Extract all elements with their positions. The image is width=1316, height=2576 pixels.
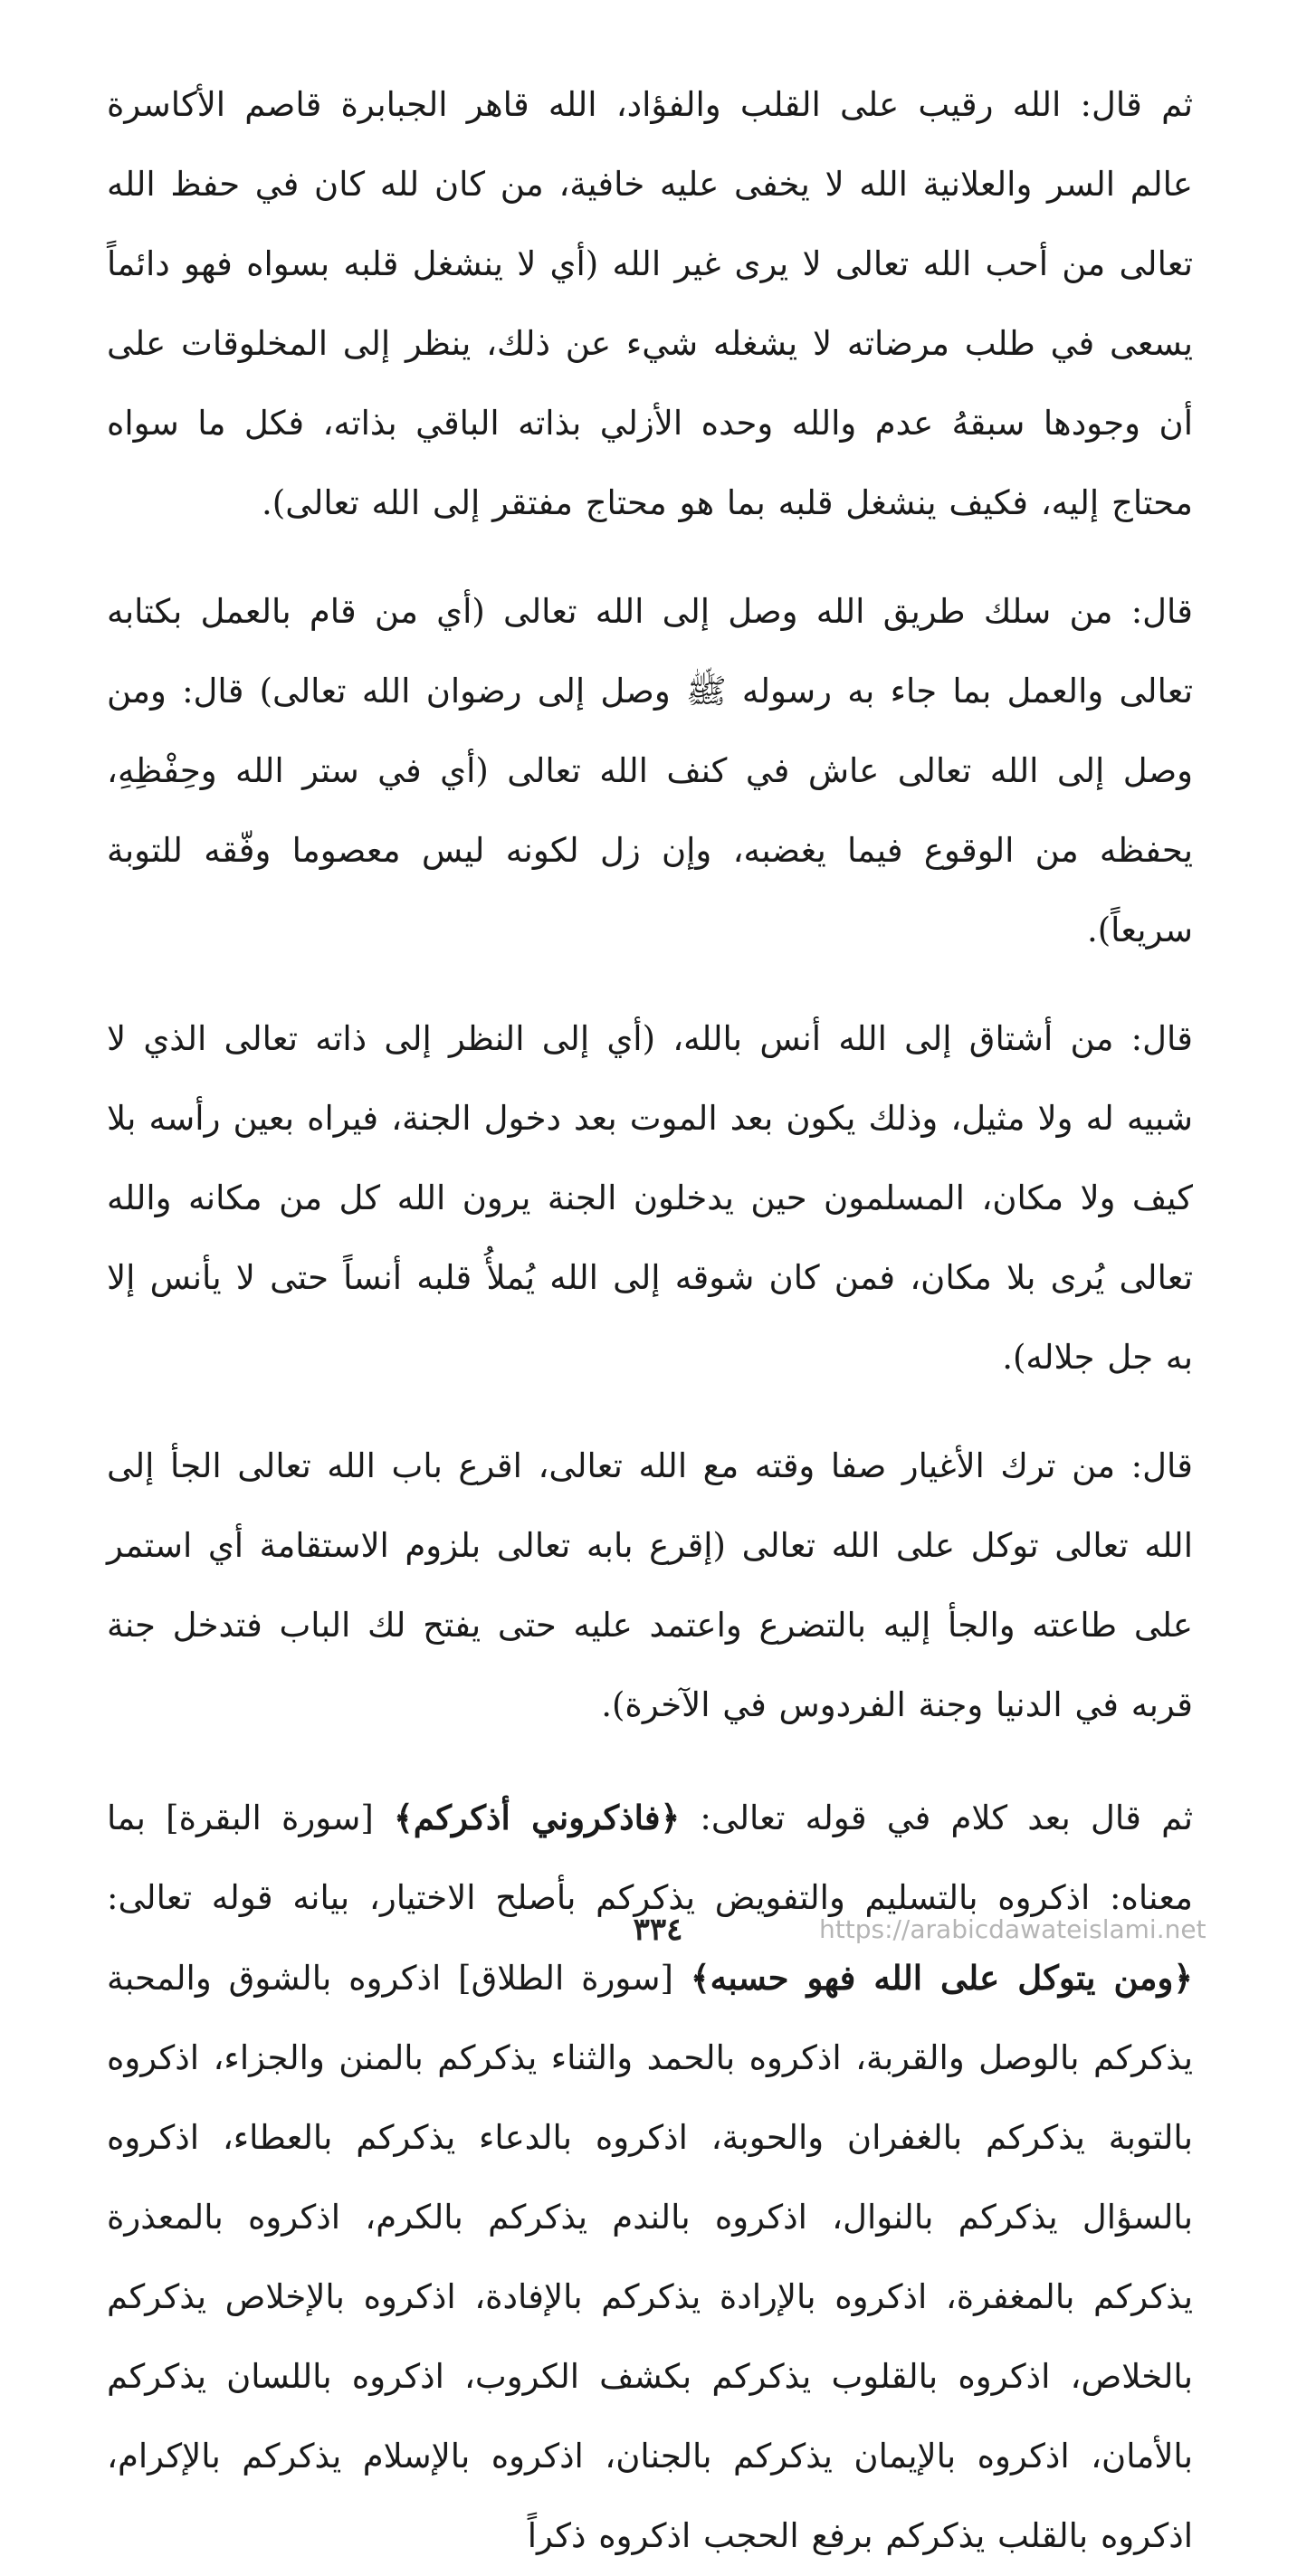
page-body — [107, 65, 1193, 2576]
paragraph-2: قال: من سلك طريق الله وصل إلى الله تعالى (أي من قام بالعمل بكتابه تعالى والعمل بما جاء به رسوله ﷺ وصل إلى رضوان الله تعالى) قال: ومن وصل إلى الله تعالى عاش في كنف الله تعالى (أي في ستر الله وحِفْظِهِ، يحفظه من الوقوع فيما يغضبه، وإن زل لكونه ليس معصوما وفّقه للتوبة سريعاً). — [107, 592, 1193, 949]
paragraph-1: ثم قال: الله رقيب على القلب والفؤاد، الله قاهر الجبابرة قاصم الأكاسرة عالم السر والعلانية الله لا يخفى عليه خافية، من كان لله كان في حفظ الله تعالى من أحب الله تعالى لا يرى غير الله (أي لا ينشغل قلبه بسواه فهو دائماً يسعى في طلب مرضاته لا يشغله شيء عن ذلك، ينظر إلى المخلوقات على أن وجودها سبقهُ عدم والله وحده الأزلي بذاته الباقي بذاته، فكل ما سواه محتاج إليه، فكيف ينشغل قلبه بما هو محتاج مفتقر إلى الله تعالى). — [107, 85, 1193, 522]
paragraph-5-intro: ثم قال بعد كلام في قوله تعالى: — [680, 1798, 1193, 1837]
quran-verse-1: ﴿فاذكروني أذكركم﴾ — [394, 1798, 681, 1837]
paragraph-4: قال: من ترك الأغيار صفا وقته مع الله تعالى، اقرع باب الله تعالى الجأ إلى الله تعالى توكل على الله تعالى (إقرع بابه تعالى بلزوم الاستقامة أي استمر على طاعته والجأ إليه بالتضرع واعتمد عليه حتى يفتح لك الباب فتدخل جنة قربه في الدنيا وجنة الفردوس في الآخرة). — [107, 1446, 1193, 1724]
paragraph-5-rest: [سورة الطلاق] اذكروه بالشوق والمحبة يذكركم بالوصل والقربة، اذكروه بالحمد والثناء يذكركم بالمنن والجزاء، اذكروه بالتوبة يذكركم بالغفران والحوبة، اذكروه بالدعاء يذكركم بالعطاء، اذكروه بالسؤال يذكركم بالنوال، اذكروه بالندم يذكركم بالكرم، اذكروه بالمعذرة يذكركم بالمغفرة، اذكروه بالإرادة يذكركم بالإفادة، اذكروه بالإخلاص يذكركم بالخلاص، اذكروه بالقلوب يذكركم بكشف الكروب، اذكروه باللسان يذكركم بالأمان، اذكروه بالإيمان يذكركم بالجنان، اذكروه بالإسلام يذكركم بالإكرام، اذكروه بالقلب يذكركم برفع الحجب اذكروه ذكراً — [107, 1959, 1193, 2555]
paragraph-3: قال: من أشتاق إلى الله أنس بالله، (أي إلى النظر إلى ذاته تعالى الذي لا شبيه له ولا مثيل، وذلك يكون بعد الموت بعد دخول الجنة، فيراه بعين رأسه بلا كيف ولا مكان، المسلمون حين يدخلون الجنة يرون الله كل من مكانه والله تعالى يُرى بلا مكان، فمن كان شوقه إلى الله يُملأُ قلبه أنساً حتى لا يأنس إلا به جل جلاله). — [107, 1019, 1193, 1377]
page-number: ٣٣٤ — [633, 1912, 683, 1948]
paragraph-5 — [107, 1778, 1193, 2576]
surah-reference-1: [سورة البقرة] بما معناه: اذكروه بالتسليم والتفويض يذكركم بأصلح الاختيار، بيانه قوله تعالى: — [107, 1798, 1193, 1917]
quran-verse-2: ﴿ومن يتوكل على الله فهو حسبه﴾ — [690, 1958, 1193, 1998]
website-watermark: https://arabicdawateislami.net — [819, 1914, 1206, 1944]
